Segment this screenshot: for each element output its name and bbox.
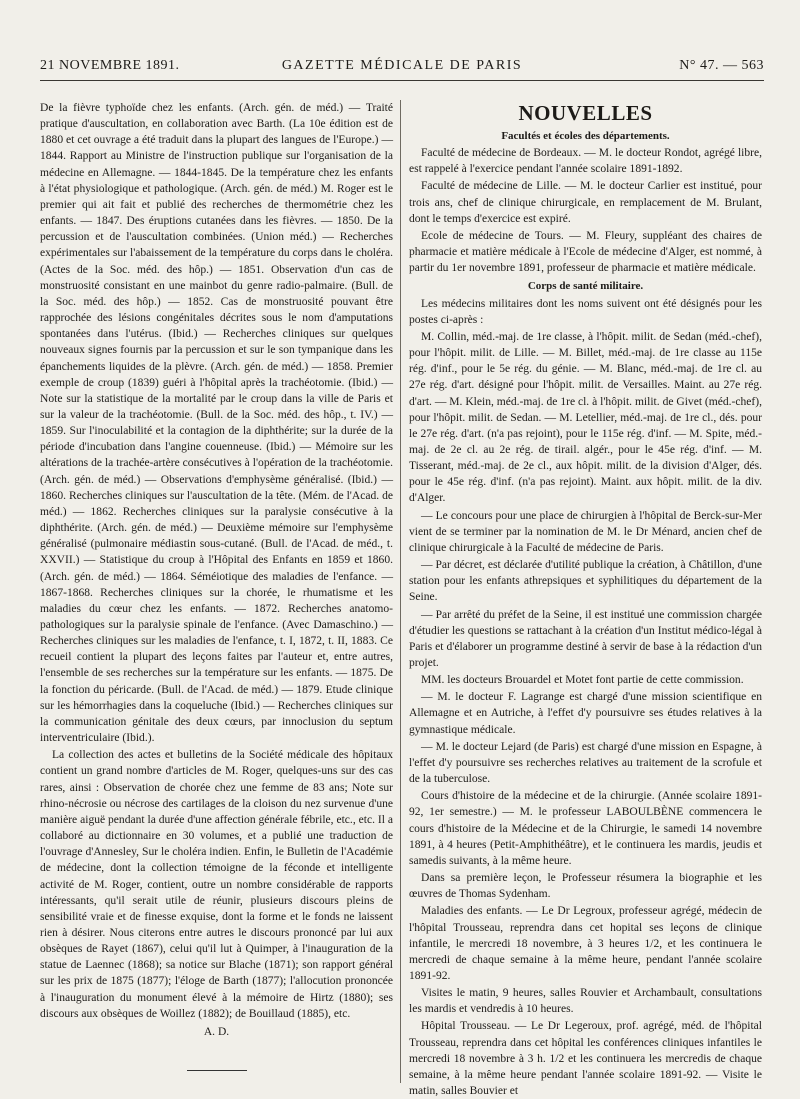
news-lagrange: — M. le docteur F. Lagrange est chargé d'une mission scientifique en Allemagne et en Autriche, à l'effet d'y poursuivre ses études relatives à la gymnastique médicale. <box>409 691 762 736</box>
news-cours-histoire: Cours d'histoire de la médecine et de la chirurgie. (Année scolaire 1891-92, 1er semestre.) — M. le professeur LABOULBÈNE commencera le cours d'histoire de la Médecine et de la Chirurgie, le samedi 14 novembre 1891, à 4 heures (Petit-Amphithéâtre), et le continuera les mardis, jeudis et samedis suivants, à la même heure. <box>409 790 762 867</box>
subheading-military: Corps de santé militaire. <box>527 280 644 293</box>
news-trousseau: Hôpital Trousseau. — Le Dr Legeroux, prof. agrégé, méd. de l'hôpital Trousseau, reprendra dans cet hôpital les conférences cliniques infantiles le mercredi 18 novembre à 3 h. 1/2 et les continuera les mercredis de chaque semaine, à la même heure pendant l'année scolaire 1891-92. — Visite le matin, salles Bouvier et <box>409 1020 762 1098</box>
left-column <box>40 100 393 1087</box>
news-maladies-enfants: Maladies des enfants. — Le Dr Legroux, professeur agrégé, médecin de l'hôpital Trousseau, reprendra dans cet hopital ses leçons de clinique infantile, le mercredi 18 novembre, à 3 heures 1/2, et les continuera le mercredi de chaque semaine à la même heure, pendant l'année scolaire 1891-92. <box>409 905 762 982</box>
news-sydenham: Dans sa première leçon, le Professeur résumera la biographie et les œuvres de Thomas Sydenham. <box>409 872 762 901</box>
article-end-rule <box>187 1070 247 1071</box>
issue-date: 21 NOVEMBRE 1891. <box>40 58 180 73</box>
news-tours: Ecole de médecine de Tours. — M. Fleury, suppléant des chaires de pharmacie et matière médicale à l'Ecole de médecine d'Alger, est nommé, à partir du 1er novembre 1891, professeur de pharmacie et matière médicale. <box>409 229 762 275</box>
news-military-list: M. Collin, méd.-maj. de 1re classe, à l'hôpit. milit. de Sedan (méd.-chef), pour l'hôpit. milit. de Lille. — M. Billet, méd.-maj. de 1re classe au 115e rég. d'inf., pour le 5e rég. du génie. — M. Blanc, méd.-maj. de 1re cl. au 27e rég. d'art. désigné pour l'hôpit. milit. de Versailles. Maint. au 27e rég. d'art. — M. Klein, méd.-maj. de 1re cl. à l'hôpit. milit. de Givet (méd.-chef), pour l'hôpit. milit. de Sedan. — M. Letellier, méd.-maj. de 1re cl., dés. pour le 27e rég. d'art. (n'a pas rejoint), pour le 115e rég. d'inf. — M. Spite, méd.-maj. de 2e cl. au 2e rég. de tirail. algér., pour le 45e rég. d'inf. — M. Tisserant, méd.-maj. de 2e cl., aux hôpit. milit. de la division d'Alger, dés. pour le 45e rég. d'inf. (n'a pas rejoint). Maint. aux hôpit. milit. de la div. d'Alger. <box>409 330 762 505</box>
header-rule <box>40 80 764 81</box>
author-signature: A. D. <box>203 1025 230 1038</box>
journal-title: GAZETTE MÉDICALE DE PARIS <box>281 58 523 73</box>
subheading-faculties: Facultés et écoles des départements. <box>501 130 670 142</box>
section-heading: NOUVELLES <box>518 101 653 125</box>
news-berck: — Le concours pour une place de chirurgien à l'hôpital de Berck-sur-Mer vient de se terminer par la nomination de M. le Dr Ménard, ancien chef de clinique chirurgicale à la Faculté de médecine de Paris. <box>409 509 762 554</box>
news-lejard: — M. le docteur Lejard (de Paris) est chargé d'une mission en Espagne, à l'effet d'y poursuivre ses recherches relatives au traitement de la scrofule et de la tuberculose. <box>409 740 762 786</box>
column-separator <box>400 100 401 1083</box>
news-visites: Visites le matin, 9 heures, salles Rouvier et Archambault, consultations les mardis et vendredis à 10 heures. <box>409 987 762 1016</box>
collection-paragraph: La collection des actes et bulletins de la Société médicale des hôpitaux contient un grand nombre d'articles de M. Roger, quelques-uns sur des cas rares, ainsi : Observation de chorée chez une femme de 83 ans; Note sur rhino-nécrosie ou nécrose des cartilages de la cloison du nez survenue d'une manière aiguë pendant la durée d'une affection générale fébrile, etc., etc. Il a collaboré au dictionnaire en 30 volumes, et a publié une traduction de l'ouvrage d'Annesley, Sur le choléra indien. Enfin, le Bulletin de l'Académie de médecine, dont la collection témoigne de la féconde et intelligente activité de M. Roger, contient, outre un nombre considérable de rapports intéressants, qu'il serait utile de réunir, plusieurs discours pleins de sensibilité vraie et de finesse exquise, dont la forme et le fonds ne laissent rien à désirer. Nous citerons entre autres le discours prononcé par lui aux obsèques de Rayet (1867), celui qu'il lut à Quimper, à l'inauguration de la statue de Laennec (1868); sa notice sur Blache (1871); son rapport général sur les prix de 1875 (1877); l'éloge de Barth (1877); l'allocution prononcée à l'inauguration du monument élevé à la mémoire de Hirtz (1880); ses discours aux obsèques de Woillez (1882); de Bouillaud (1885), etc. <box>40 749 393 1020</box>
news-chatillon: — Par décret, est déclarée d'utilité publique la création, à Châtillon, d'une station pour les enfants athrepsiques et syphilitiques du département de la Seine. <box>409 559 762 604</box>
page-header <box>40 58 764 80</box>
news-lille: Faculté de médecine de Lille. — M. le docteur Carlier est institué, pour trois ans, chef de clinique chirurgicale, en remplacement de M. Brulant, dont le temps d'exercice est expiré. <box>409 180 762 225</box>
news-military-intro: Les médecins militaires dont les noms suivent ont été désignés pour les postes ci-après : <box>409 297 762 326</box>
issue-page-number: N° 47. — 563 <box>679 58 764 73</box>
bibliography-text: De la fièvre typhoïde chez les enfants. (Arch. gén. de méd.) — Traité pratique d'auscultation, en collaboration avec Barth. (La 10e édition est de 1880 et cet ouvrage a été traduit dans la plupart des langues de l'Europe.) — 1844. Rapport au Ministre de l'instruction publique sur l'organisation de la médecine en Allemagne. — 1844-1845. De la température chez les enfants à l'état physiologique et pathologique. (Arch. gén. de méd.) M. Roger est le premier qui ait fait et publié des recherches de thermométrie chez les enfants. — 1847. Des éruptions cutanées dans les fièvres. — 1850. De la percussion et de l'auscultation combinées. (Union méd.) — Recherches expérimentales sur l'abaissement de la température du corps dans le choléra. (Actes de la Soc. méd. des hôp.) — 1851. Observation d'un cas de monstruosité consistant en une mainbot du genre radio-palmaire. (Bull. de la Soc. méd. des hôp.) — 1852. Cas de monstruosité pouvant être rapprochée des lésions congénitales décrites sous le nom d'amputations spontanées dans l'utérus. (Ibid.) — Recherches cliniques sur quelques nouveaux signes fournis par la percussion et sur le son tympanique dans les épanchements liquides de la plèvre. (Arch. gén. de méd.) — 1858. Premier exemple de croup (1839) guéri à l'hôpital après la trachéotomie. (Ibid.) — Note sur la statistique de la mortalité par le croup dans la ville de Paris et sur la valeur de la trachéotomie. (Bull. de la Soc. méd. des hôp., t. IV.) — 1859. Sur l'inoculabilité et la contagion de la diphthérite; sur la durée de la période d'incubation dans l'angine couenneuse. (Ibid.) — Mémoire sur les altérations de la trachée-artère consécutives à l'opération de la trachéotomie. (Arch. gén. de méd.) — Observations d'emphysème généralisé. (Ibid.) — 1860. Recherches cliniques sur l'auscultation de la tête. (Mém. de l'Acad. de méd.) — 1862. Recherches cliniques sur la paralysie consécutive à la diphthérite. (Arch. gén. de méd.) — Deuxième mémoire sur l'emphysème généralisé (pulmonaire médiastin sous-cutané. (Bull. de l'Acad. de méd., t. XXVII.) — Statistique du croup à l'Hôpital des Enfants en 1859 et 1860. (Arch. gén. de méd.) — 1864. Séméiotique des maladies de l'enfance. — 1867-1868. Recherches cliniques sur la chorée, le rhumatisme et les maladies du cœur chez les enfants. — 1872. Recherches anatomo-pathologiques sur la paralysie spinale de l'enfance. (Avec Damaschino.) — Recherches cliniques sur les maladies de l'enfance, t. I, 1872, t. II, 1883. Ce recueil contient la plupart des leçons faites par l'auteur et, entre autres, l'ensemble de ses recherches sur la température sur les enfants. — 1875. De la fonction du péricarde. (Bull. de l'Acad. de méd.) — 1879. Etude clinique sur les hémorrhagies dans la coqueluche (Ibid.) — Recherches cliniques sur la communication génitale des deux cœurs, par innoclusion du septum interventriculaire (Ibid.). <box>40 102 393 745</box>
right-column <box>409 100 762 1098</box>
news-institut: — Par arrêté du préfet de la Seine, il est institué une commission chargée d'étudier les questions se rattachant à la création d'un Institut médico-légal à Paris et d'élaborer un programme destiné à servir de base à la rédaction d'un projet. <box>409 608 762 669</box>
news-commission: MM. les docteurs Brouardel et Motet font partie de cette commission. <box>421 674 744 687</box>
news-bordeaux: Faculté de médecine de Bordeaux. — M. le docteur Rondot, agrégé libre, est rappelé à l'exercice pendant l'année scolaire 1891-1892. <box>409 147 762 176</box>
